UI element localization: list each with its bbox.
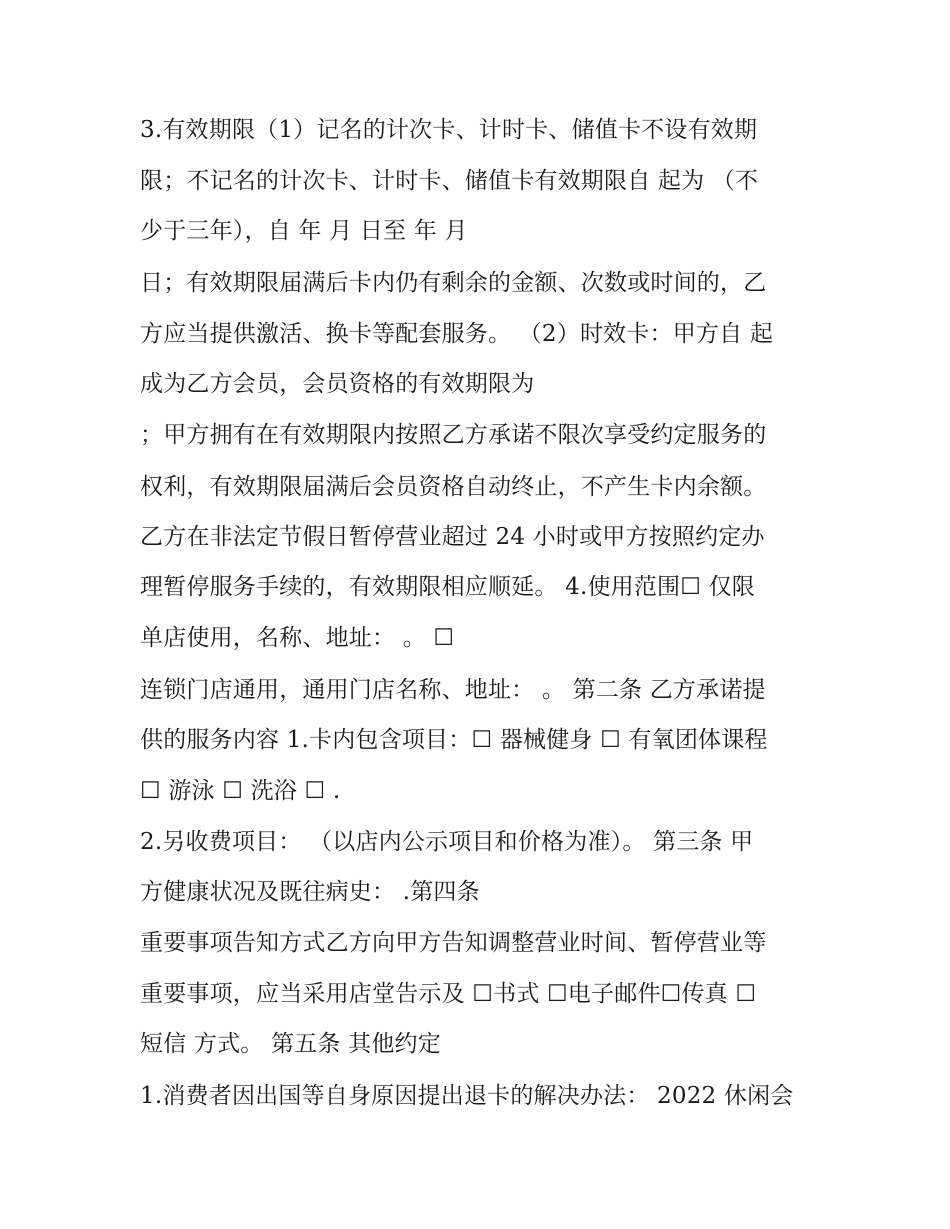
text-line-13: 供的服务内容 1.卡内包含项目：☐ 器械健身 ☐ 有氧团体课程 — [140, 727, 768, 753]
text-line-3: 少于三年），自 年 月 日至 年 月 — [140, 218, 468, 244]
text-line-14: ☐ 游泳 ☐ 洗浴 ☐ . — [140, 778, 341, 804]
text-line-2: 限；不记名的计次卡、计时卡、储值卡有效期限自 起为 （不 — [140, 168, 759, 194]
text-line-8: 权利，有效期限届满后会员资格自动终止，不产生卡内余额。 — [140, 474, 767, 500]
text-line-15: 2.另收费项目： （以店内公示项目和价格为准）。 第三条 甲 — [140, 829, 754, 855]
text-line-4: 日；有效期限届满后卡内仍有剩余的金额、次数或时间的，乙 — [140, 270, 767, 296]
text-line-20: 1.消费者因出国等自身原因提出退卡的解决办法： 2022 休闲会 — [140, 1083, 794, 1109]
text-line-19: 短信 方式。 第五条 其他约定 — [140, 1031, 441, 1057]
text-line-12: 连锁门店通用，通用门店名称、地址： 。 第二条 乙方承诺提 — [140, 677, 766, 703]
text-line-16: 方健康状况及既往病史： .第四条 — [140, 879, 480, 905]
text-line-9: 乙方在非法定节假日暂停营业超过 24 小时或甲方按照约定办 — [140, 524, 765, 550]
text-line-1: 3.有效期限（1）记名的计次卡、计时卡、储值卡不设有效期 — [140, 117, 758, 143]
text-line-18: 重要事项，应当采用店堂告示及 ☐书式 ☐电子邮件☐传真 ☐ — [140, 981, 757, 1007]
text-line-6: 成为乙方会员，会员资格的有效期限为 — [140, 371, 535, 397]
text-line-7: ；甲方拥有在有效期限内按照乙方承诺不限次享受约定服务的 — [140, 422, 767, 448]
text-line-5: 方应当提供激活、换卡等配套服务。 （2）时效卡：甲方自 起 — [140, 321, 774, 347]
text-line-11: 单店使用，名称、地址： 。 ☐ — [140, 625, 455, 651]
text-line-10: 理暂停服务手续的，有效期限相应顺延。 4.使用范围☐ 仅限 — [140, 574, 755, 600]
text-line-17: 重要事项告知方式乙方向甲方告知调整营业时间、暂停营业等 — [140, 930, 767, 956]
